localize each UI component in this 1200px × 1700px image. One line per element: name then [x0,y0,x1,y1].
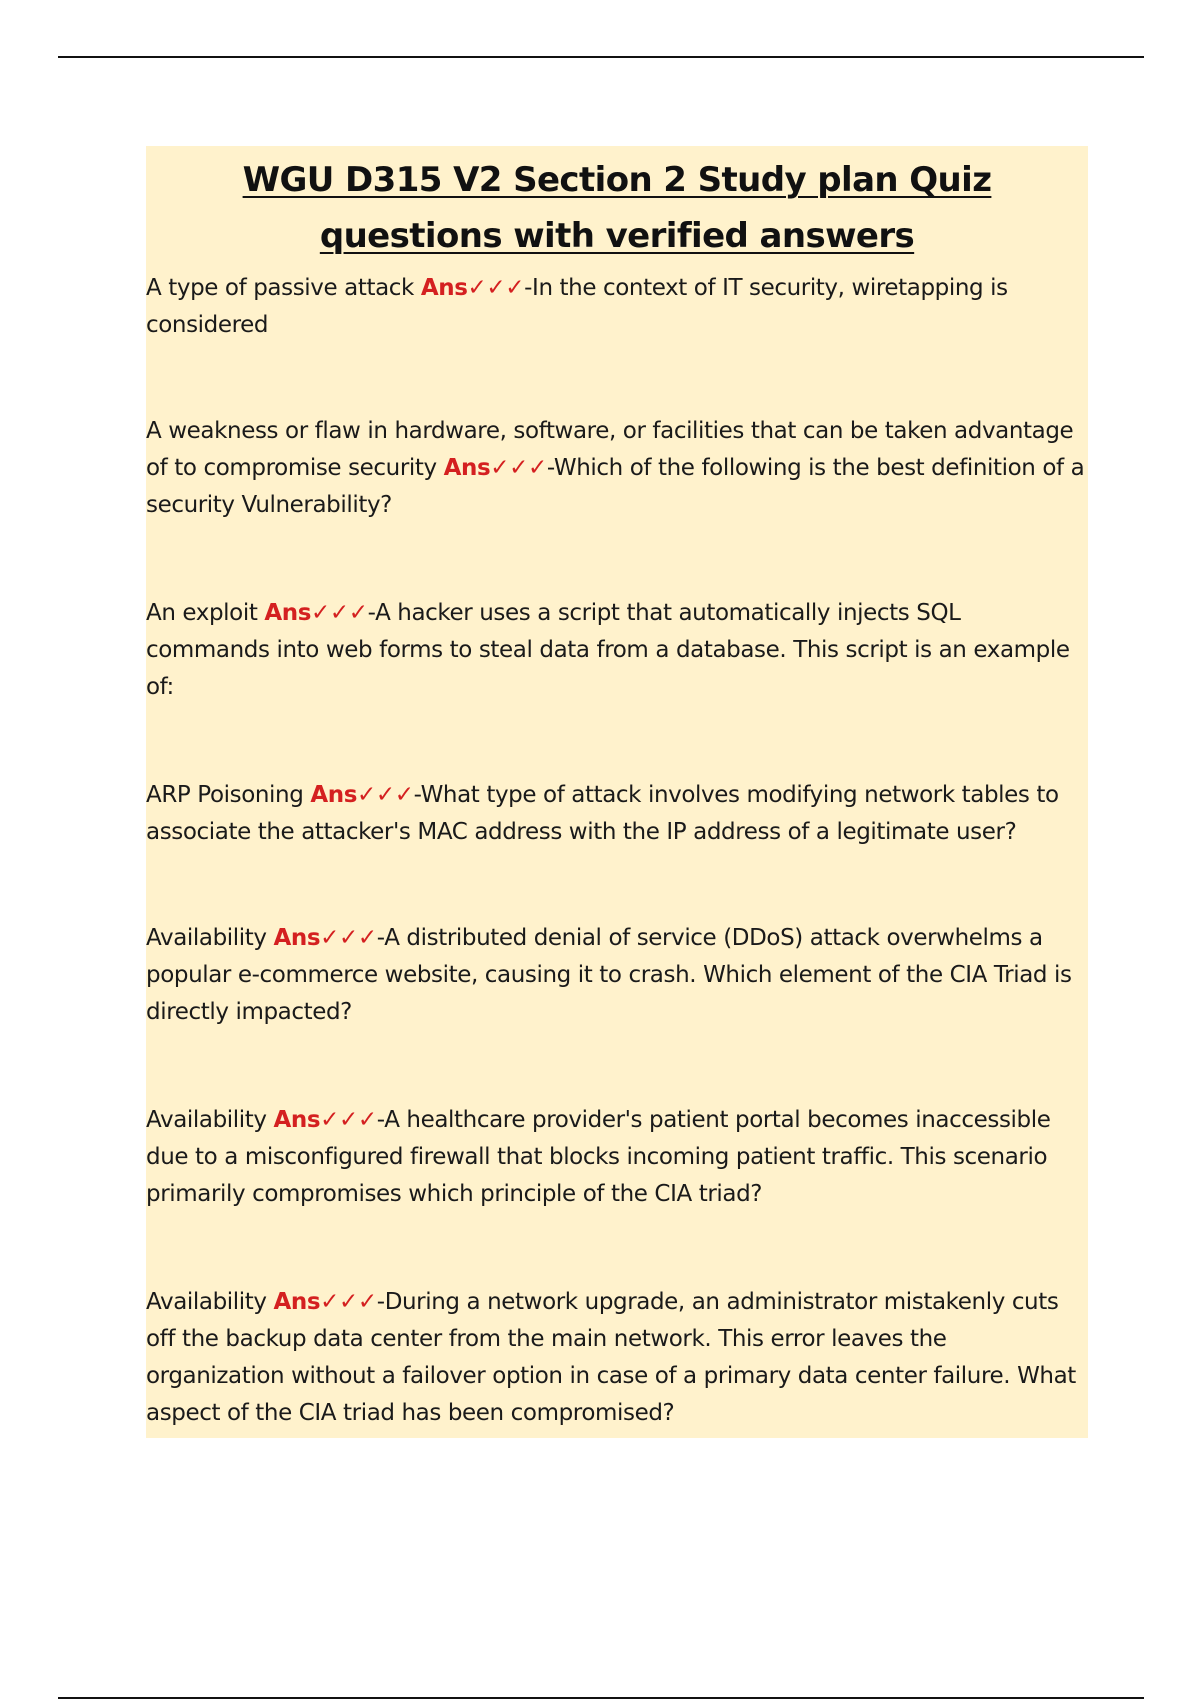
bottom-rule [58,1697,1144,1699]
qa-item [146,413,1088,595]
qa-item [146,1102,1088,1284]
answer-text: A type of passive attack [146,275,414,301]
answer-text: Availability [146,1289,267,1315]
document-title: WGU D315 V2 Section 2 Study plan Quiz questions with verified answers [242,160,992,256]
check-marks: ✓✓✓ [320,1289,377,1315]
qa-item [146,777,1088,920]
ans-label: Ans [310,782,357,808]
answer-text: ARP Poisoning [146,782,304,808]
question-text: -What type of attack involves modifying network tables to associate the attacker's MAC address with the IP address of a legitimate user? [146,782,1059,845]
ans-label: Ans [264,600,312,626]
answer-text: A weakness or flaw in hardware, software, or facilities that can be taken advantage of to compromise security [146,418,1074,481]
question-text: -A healthcare provider's patient portal becomes inaccessible due to a misconfigured firewall that blocks incoming patient traffic. This scenario primarily compromises which principle of the CIA triad? [146,1107,1051,1207]
qa-item [146,1284,1088,1434]
check-marks: ✓✓✓ [467,275,525,301]
question-text: -A hacker uses a script that automatically injects SQL commands into web forms to steal data from a database. This script is an example of: [146,600,1070,700]
ans-label: Ans [420,275,468,301]
question-text: -In the context of IT security, wiretapping is considered [146,275,1008,338]
question-text: -During a network upgrade, an administrator mistakenly cuts off the backup data center from the main network. This error leaves the organization without a failover option in case of a primary data center failure. What aspect of the CIA triad has been compromised? [146,1289,1076,1426]
qa-list [146,270,1088,1434]
qa-item [146,920,1088,1102]
ans-label: Ans [273,1289,321,1315]
check-marks: ✓✓✓ [490,455,547,481]
qa-item [146,595,1088,777]
qa-item [146,270,1088,413]
check-marks: ✓✓✓ [357,782,414,808]
answer-text: Availability [146,925,267,951]
check-marks: ✓✓✓ [311,600,368,626]
check-marks: ✓✓✓ [320,1107,377,1133]
top-rule [58,56,1144,58]
question-text: -Which of the following is the best definition of a security Vulnerability? [146,455,1085,518]
ans-label: Ans [443,455,491,481]
document-content [146,146,1088,1438]
ans-label: Ans [273,925,321,951]
answer-text: An exploit [146,600,258,626]
ans-label: Ans [273,1107,321,1133]
question-text: -A distributed denial of service (DDoS) attack overwhelms a popular e-commerce website, causing it to crash. Which element of the CIA Triad is directly impacted? [146,925,1072,1025]
answer-text: Availability [146,1107,267,1133]
check-marks: ✓✓✓ [320,925,377,951]
